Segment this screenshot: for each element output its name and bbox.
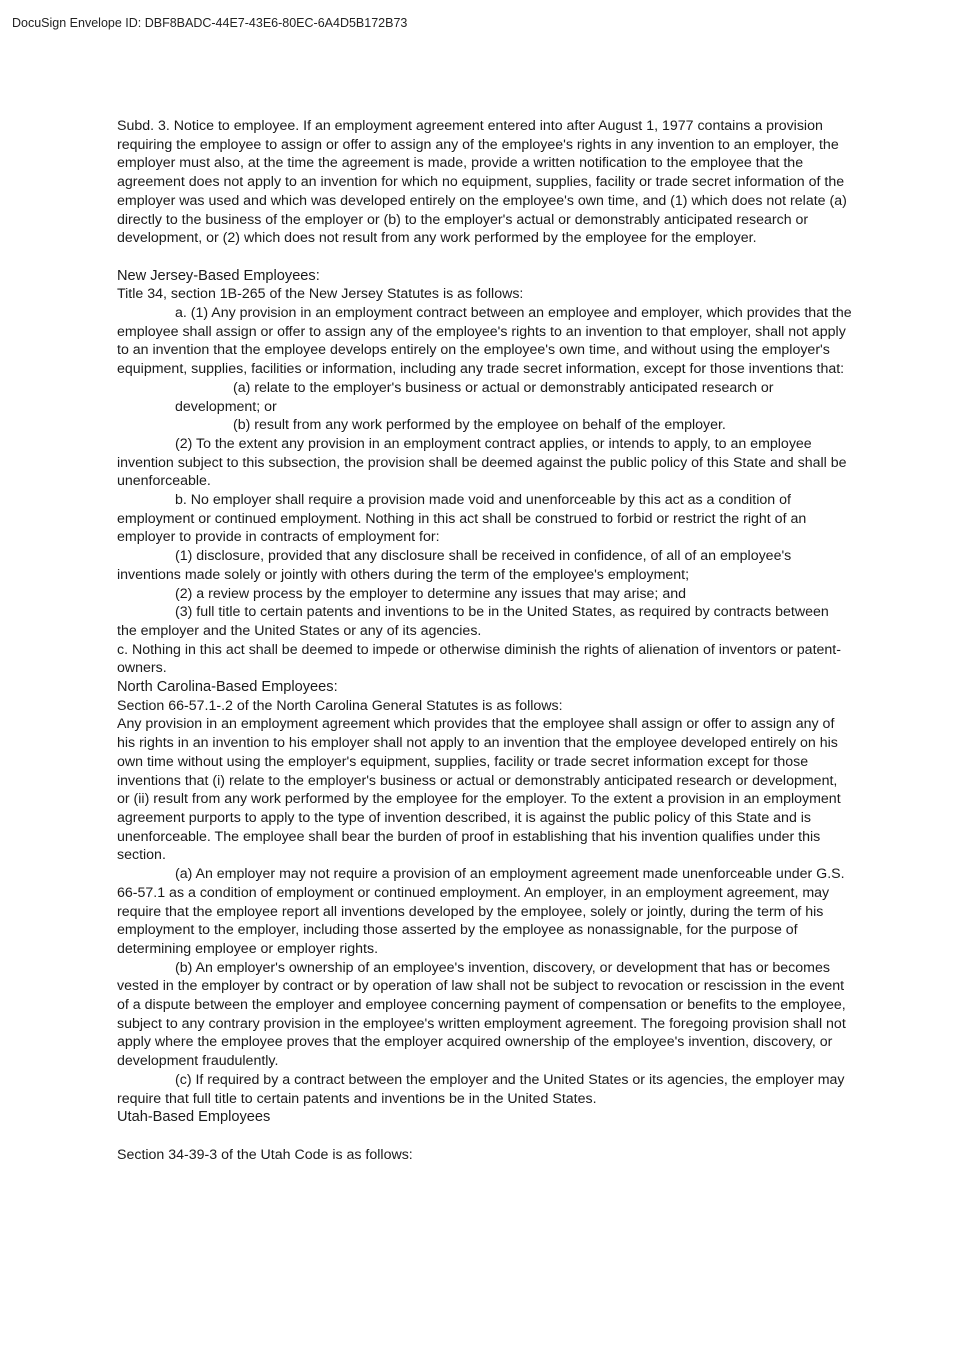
envelope-id: DocuSign Envelope ID: DBF8BADC-44E7-43E6-80EC-6A4D5B172B73 <box>12 16 408 30</box>
nj-b: b. No employer shall require a provision made void and unenforceable by this act as a condition of employment or continued employment. Nothing in this act shall be construed to forbid or restrict the right of an employer to provide in contracts of employment for: <box>117 492 807 546</box>
nj-a1-a: (a) relate to the employer's business or actual or demonstrably anticipated research or development; or <box>175 379 774 415</box>
nj-a1-b: (b) result from any work performed by the employee on behalf of the employer. <box>233 417 726 434</box>
document-body <box>117 117 852 1164</box>
nj-heading: New Jersey-Based Employees: <box>117 267 320 284</box>
nj-c: c. Nothing in this act shall be deemed to impede or otherwise diminish the rights of alienation of inventors or patent-owners. <box>117 641 841 677</box>
nj-b1: (1) disclosure, provided that any disclosure shall be received in confidence, of all of an employee's inventions made solely or jointly with others during the term of the employee's employment; <box>117 548 792 583</box>
nj-intro: Title 34, section 1B-265 of the New Jersey Statutes is as follows: <box>117 286 524 303</box>
nj-b2: (2) a review process by the employer to determine any issues that may arise; and <box>175 585 686 602</box>
spacer <box>117 248 852 267</box>
spacer <box>117 1127 852 1146</box>
nc-c: (c) If required by a contract between the employer and the United States or its agencies, the employer may require that full title to certain patents and inventions be in the United States. <box>117 1071 845 1107</box>
nc-a: (a) An employer may not require a provision of an employment agreement made unenforceable under G.S. 66-57.1 as a condition of employment or continued employment. An employer, in an employment agreement, may require that the employee report all inventions developed by the employee, solely or jointly, during the term of his employment to the employer, including those asserted by the employee as nonassignable, for the purpose of determining employee or employer rights. <box>117 866 845 957</box>
ut-heading: Utah-Based Employees <box>117 1109 271 1126</box>
nj-a1: a. (1) Any provision in an employment contract between an employee and employer, which provides that the employee shall assign or offer to assign any of the employee's rights to an invention to that employer, shall not apply to an invention that the employee develops entirely on the employee's own time, and without using the employer's equipment, supplies, facilities or information, including any trade secret information, except for those inventions that: <box>117 305 852 378</box>
subd3-paragraph: Subd. 3. Notice to employee. If an employment agreement entered into after August 1, 1977 contains a provision requiring the employee to assign or offer to assign any of the employee's rights in any invention to an employer, the employer must also, at the time the agreement is made, provide a written notification to the employee that the agreement does not apply to an invention for which no equipment, supplies, facility or trade secret information of the employer was used and which was developed entirely on the employee's own time, and (1) which does not relate (a) directly to the business of the employer or (b) to the employer's actual or demonstrably anticipated research or development, or (2) which does not result from any work performed by the employee for the employer. <box>117 118 847 247</box>
nj-b3: (3) full title to certain patents and inventions to be in the United States, as required by contracts between the employer and the United States or any of its agencies. <box>117 604 829 639</box>
nj-a2: (2) To the extent any provision in an employment contract applies, or intends to apply, to an employee invention subject to this subsection, the provision shall be deemed against the public policy of this State and shall be unenforceable. <box>117 435 847 490</box>
ut-intro: Section 34-39-3 of the Utah Code is as follows: <box>117 1146 413 1163</box>
nc-heading: North Carolina-Based Employees: <box>117 679 338 696</box>
nc-main: Any provision in an employment agreement which provides that the employee shall assign or offer to assign any of his rights in an invention to his employer shall not apply to an invention that the employee developed entirely on his own time without using the employer's equipment, supplies, facility or trade secret information except for those inventions that (i) relate to the employer's business or actual or demonstrably anticipated research or development, or (ii) result from any work performed by the employee for the employer. To the extent a provision in an employment agreement purports to apply to the type of invention described, it is against the public policy of this State and is unenforceable. The employee shall bear the burden of proof in establishing that his invention qualifies under this section. <box>117 716 841 864</box>
nc-b: (b) An employer's ownership of an employee's invention, discovery, or development that has or becomes vested in the employer by contract or by operation of law shall not be subject to revocation or rescission in the event of a dispute between the employer and employee concerning payment of compensation or benefits to the employee, subject to any contrary provision in the employee's written employment agreement. The foregoing provision shall not apply where the employee proves that the employer acquired ownership of the employee's invention, discovery, or development fraudulently. <box>117 959 846 1070</box>
nc-intro: Section 66-57.1-.2 of the North Carolina General Statutes is as follows: <box>117 697 563 714</box>
